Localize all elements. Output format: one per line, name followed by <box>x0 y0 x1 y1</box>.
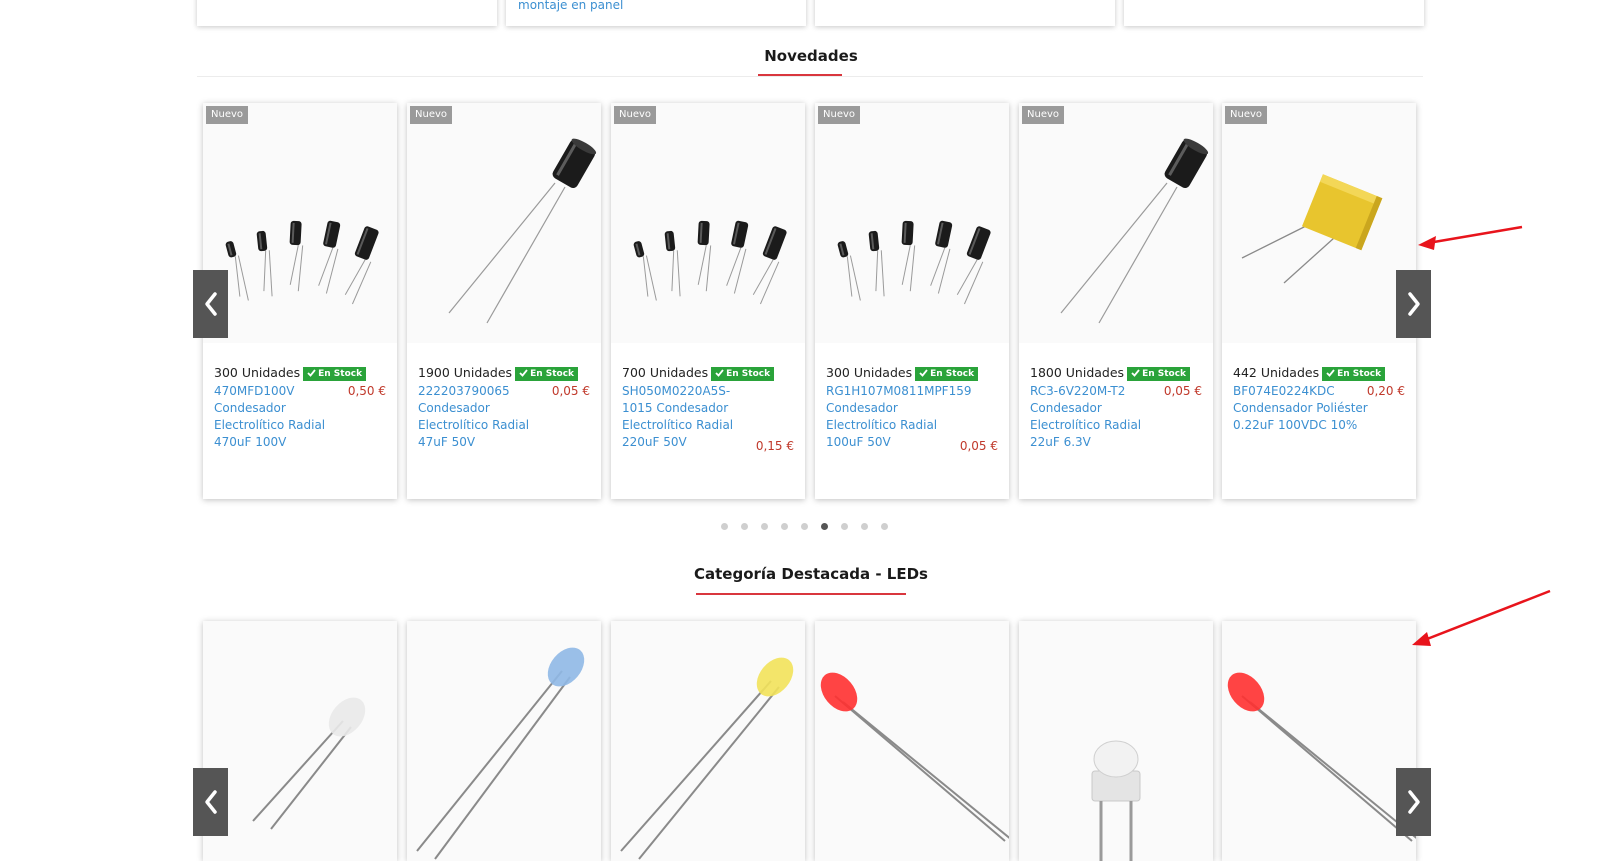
novedades-title-underline <box>758 74 842 76</box>
product-image[interactable] <box>815 103 1009 343</box>
check-icon <box>715 369 724 377</box>
product-name-link[interactable]: SH050M0220A5S-1015 Condesador Electrolítico Radial 220uF 50V <box>622 384 734 449</box>
product-name-link[interactable]: 470MFD100V Condesador Electrolítico Radial 470uF 100V <box>214 384 326 449</box>
pagination-dot[interactable] <box>881 523 888 530</box>
chevron-right-icon <box>1406 789 1422 815</box>
product-image[interactable] <box>203 103 397 343</box>
pagination-dot[interactable] <box>781 523 788 530</box>
pagination-dot[interactable] <box>821 523 828 530</box>
pagination-dot[interactable] <box>801 523 808 530</box>
product-name-link[interactable]: BF074E0224KDC Condensador Poliéster 0.22uF 100VDC 10% <box>1233 384 1368 432</box>
product-image[interactable] <box>407 621 601 861</box>
in-stock-label: En Stock <box>726 369 771 379</box>
stock-units <box>418 365 578 381</box>
product-card[interactable] <box>611 103 805 499</box>
top-card-row <box>197 0 1423 26</box>
product-price: 0,15 € <box>755 439 794 453</box>
product-image[interactable] <box>203 621 397 861</box>
in-stock-badge <box>1127 367 1190 381</box>
in-stock-badge <box>711 367 774 381</box>
product-card[interactable] <box>407 103 601 499</box>
leds-prev-button[interactable] <box>193 768 228 836</box>
stock-units <box>1233 365 1385 381</box>
units-label: 1900 Unidades <box>418 365 513 380</box>
product-price: 0,50 € <box>347 384 386 398</box>
pagination-dot[interactable] <box>841 523 848 530</box>
product-card[interactable] <box>1222 621 1416 861</box>
check-icon <box>307 369 316 377</box>
pagination-dot[interactable] <box>861 523 868 530</box>
in-stock-badge <box>915 367 978 381</box>
new-badge: Nuevo <box>614 106 656 124</box>
new-badge: Nuevo <box>410 106 452 124</box>
product-image[interactable] <box>1222 103 1416 343</box>
units-label: 442 Unidades <box>1233 365 1320 380</box>
product-card[interactable] <box>1019 103 1213 499</box>
top-card[interactable] <box>197 0 497 26</box>
top-card[interactable] <box>815 0 1115 26</box>
stock-units <box>1030 365 1190 381</box>
units-label: 1800 Unidades <box>1030 365 1125 380</box>
product-image[interactable] <box>1019 621 1213 861</box>
product-card[interactable] <box>203 103 397 499</box>
leds-next-button[interactable] <box>1396 768 1431 836</box>
top-card[interactable] <box>1124 0 1424 26</box>
new-badge: Nuevo <box>206 106 248 124</box>
new-badge: Nuevo <box>818 106 860 124</box>
product-card[interactable] <box>407 621 601 861</box>
product-card[interactable] <box>1222 103 1416 499</box>
novedades-title: Novedades <box>764 47 858 65</box>
pagination-dot[interactable] <box>741 523 748 530</box>
leds-title: Categoría Destacada - LEDs <box>694 565 928 583</box>
in-stock-label: En Stock <box>930 369 975 379</box>
product-card[interactable] <box>815 621 1009 861</box>
chevron-right-icon <box>1406 291 1422 317</box>
annotation-arrow <box>1410 215 1530 255</box>
product-card[interactable] <box>203 621 397 861</box>
stock-units <box>826 365 978 381</box>
product-card[interactable] <box>1019 621 1213 861</box>
in-stock-label: En Stock <box>318 369 363 379</box>
pagination-dot[interactable] <box>721 523 728 530</box>
units-label: 300 Unidades <box>826 365 913 380</box>
product-price: 0,05 € <box>959 439 998 453</box>
product-image[interactable] <box>815 621 1009 861</box>
leds-title-underline <box>696 593 906 595</box>
in-stock-label: En Stock <box>1142 369 1187 379</box>
new-badge: Nuevo <box>1022 106 1064 124</box>
annotation-arrow <box>1400 585 1560 655</box>
stock-units <box>214 365 366 381</box>
chevron-left-icon <box>203 789 219 815</box>
top-card-link[interactable]: montaje en panel <box>518 0 624 12</box>
product-price: 0,05 € <box>1163 384 1202 398</box>
product-price: 0,05 € <box>551 384 590 398</box>
product-image[interactable] <box>1222 621 1416 861</box>
product-image[interactable] <box>611 621 805 861</box>
novedades-next-button[interactable] <box>1396 270 1431 338</box>
novedades-prev-button[interactable] <box>193 270 228 338</box>
top-card[interactable] <box>506 0 806 26</box>
in-stock-label: En Stock <box>1337 369 1382 379</box>
units-label: 300 Unidades <box>214 365 301 380</box>
product-image[interactable] <box>611 103 805 343</box>
product-image[interactable] <box>407 103 601 343</box>
in-stock-badge <box>515 367 578 381</box>
in-stock-label: En Stock <box>530 369 575 379</box>
pagination-dot[interactable] <box>761 523 768 530</box>
stock-units <box>622 365 774 381</box>
product-card[interactable] <box>611 621 805 861</box>
product-name-link[interactable]: 222203790065 Condesador Electrolítico Radial 47uF 50V <box>418 384 530 449</box>
product-price: 0,20 € <box>1366 384 1405 398</box>
new-badge: Nuevo <box>1225 106 1267 124</box>
novedades-divider <box>197 76 1423 77</box>
product-name-link[interactable]: RC3-6V220M-T2 Condesador Electrolítico Radial 22uF 6.3V <box>1030 384 1142 449</box>
check-icon <box>1326 369 1335 377</box>
in-stock-badge <box>303 367 366 381</box>
chevron-left-icon <box>203 291 219 317</box>
check-icon <box>519 369 528 377</box>
check-icon <box>1131 369 1140 377</box>
in-stock-badge <box>1322 367 1385 381</box>
check-icon <box>919 369 928 377</box>
product-name-link[interactable]: RG1H107M0811MPF159 Condesador Electrolítico Radial 100uF 50V <box>826 384 972 449</box>
product-card[interactable] <box>815 103 1009 499</box>
product-image[interactable] <box>1019 103 1213 343</box>
units-label: 700 Unidades <box>622 365 709 380</box>
